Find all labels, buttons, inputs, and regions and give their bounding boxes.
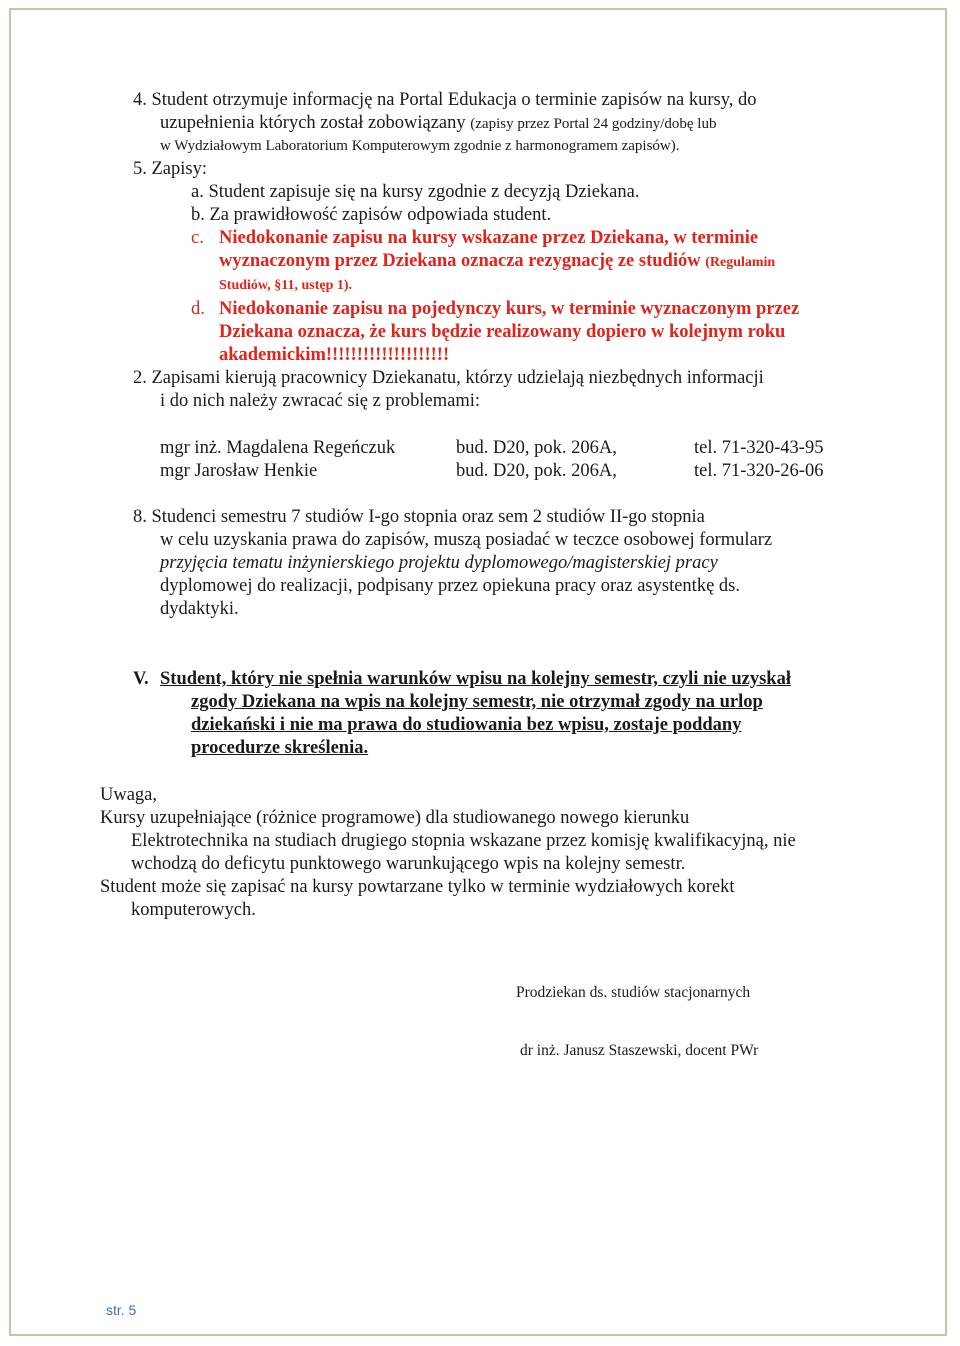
page-number: str. 5 — [106, 1302, 137, 1318]
section-v-line3: dziekański i nie ma prawa do studiowania bez wpisu, zostaje poddany — [191, 715, 742, 735]
note-line3: wchodzą do deficytu punktowego warunkującego wpis na kolejny semestr. — [131, 854, 686, 874]
item5-d-line3: akademickim!!!!!!!!!!!!!!!!!!!! — [219, 345, 450, 365]
signature-role: Prodziekan ds. studiów stacjonarnych — [516, 984, 751, 1001]
item5-d-line1: Niedokonanie zapisu na pojedynczy kurs, w terminie wyznaczonym przez — [219, 299, 800, 319]
signature-name: dr inż. Janusz Staszewski, docent PWr — [520, 1042, 759, 1059]
note-line5: komputerowych. — [131, 900, 256, 920]
item5-c-marker: c. — [191, 228, 204, 248]
item8-line4: dyplomowej do realizacji, podpisany przez opiekuna pracy oraz asystentkę ds. — [160, 576, 740, 596]
item5-title: 5. Zapisy: — [133, 159, 207, 179]
item4-line1: 4. Student otrzymuje informację na Portal Edukacja o terminie zapisów na kursy, do — [133, 90, 757, 110]
item8-line1: 8. Studenci semestru 7 studiów I-go stopnia oraz sem 2 studiów II-go stopnia — [133, 507, 705, 527]
item5-a: a. Student zapisuje się na kursy zgodnie z decyzją Dziekana. — [191, 182, 640, 202]
item5-c-line3: Studiów, §11, ustęp 1). — [219, 278, 353, 293]
item4-line3: w Wydziałowym Laboratorium Komputerowym zgodnie z harmonogramem zapisów). — [160, 138, 680, 154]
contact-room: bud. D20, pok. 206A, — [456, 438, 617, 458]
section-v-marker: V. — [133, 669, 149, 689]
section-v-line1: Student, który nie spełnia warunków wpisu na kolejny semestr, czyli nie uzyskał — [160, 669, 791, 689]
item5-b: b. Za prawidłowość zapisów odpowiada student. — [191, 205, 552, 225]
note-title: Uwaga, — [100, 785, 158, 805]
note-line2: Elektrotechnika na studiach drugiego stopnia wskazane przez komisję kwalifikacyjną, nie — [131, 831, 796, 851]
item5-c-line2-ref: (Regulamin — [705, 255, 776, 270]
contact-phone: tel. 71-320-26-06 — [694, 461, 824, 481]
item5-c-line1: Niedokonanie zapisu na kursy wskazane przez Dziekana, w terminie — [219, 228, 759, 248]
section-v-line4: procedurze skreślenia. — [191, 738, 369, 758]
contact-phone: tel. 71-320-43-95 — [694, 438, 824, 458]
item8-line3: przyjęcia tematu inżynierskiego projektu dyplomowego/magisterskiej pracy — [160, 553, 718, 573]
note-line4: Student może się zapisać na kursy powtarzane tylko w terminie wydziałowych korekt — [100, 877, 735, 897]
item2-line2: i do nich należy zwracać się z problemami: — [160, 391, 481, 411]
contact-name: mgr inż. Magdalena Regeńczuk — [160, 438, 396, 458]
item5-d-line2: Dziekana oznacza, że kurs będzie realizowany dopiero w kolejnym roku — [219, 322, 786, 342]
item2-line1: 2. Zapisami kierują pracownicy Dziekanatu, którzy udzielają niezbędnych informacji — [133, 368, 764, 388]
item8-line2: w celu uzyskania prawa do zapisów, muszą posiadać w teczce osobowej formularz — [160, 530, 773, 550]
item8-line5: dydaktyki. — [160, 599, 239, 619]
contact-room: bud. D20, pok. 206A, — [456, 461, 617, 481]
contact-name: mgr Jarosław Henkie — [160, 461, 318, 481]
item5-d-marker: d. — [191, 299, 205, 319]
item4-line2-note: (zapisy przez Portal 24 godziny/dobę lub — [470, 116, 717, 132]
note-line1: Kursy uzupełniające (różnice programowe) dla studiowanego nowego kierunku — [100, 808, 690, 828]
item5-c-line2-text: wyznaczonym przez Dziekana oznacza rezygnację ze studiów — [219, 251, 701, 271]
item4-line2-text: uzupełnienia których został zobowiązany — [160, 113, 466, 133]
section-v-line2: zgody Dziekana na wpis na kolejny semestr, nie otrzymał zgody na urlop — [191, 692, 763, 712]
